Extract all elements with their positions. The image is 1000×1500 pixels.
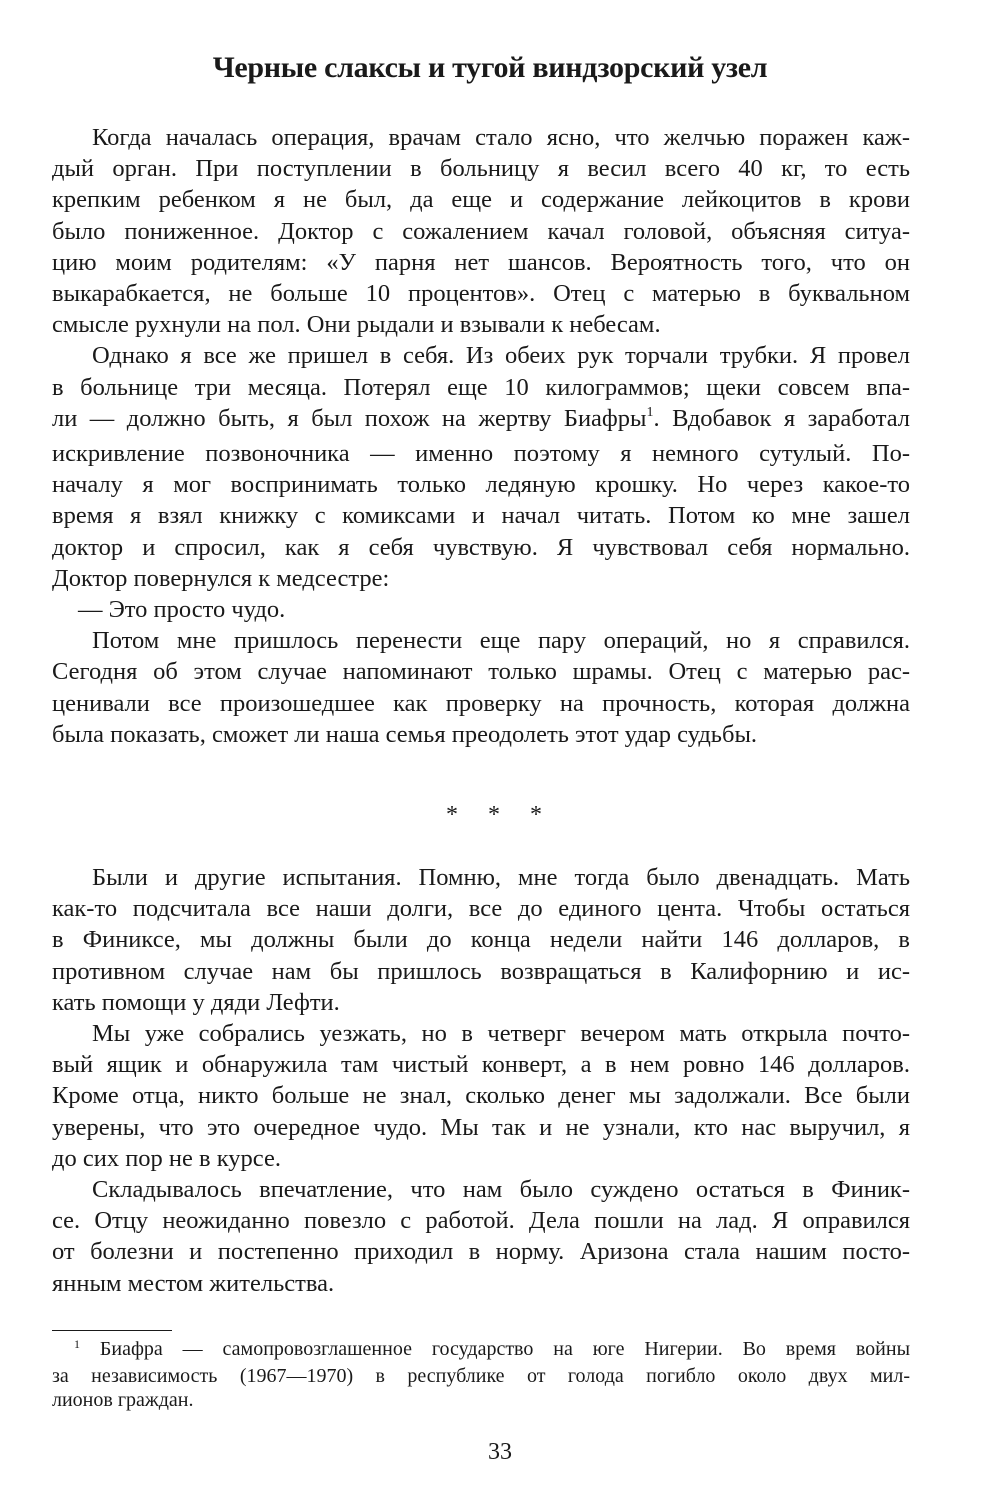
paragraph-4 (52, 625, 910, 750)
paragraph-line: было пониженное. Доктор с сожалением качал головой, объясняя ситуа- (52, 217, 910, 245)
paragraph-line: была показать, сможет ли наша семья преодолеть этот удар судьбы. (52, 720, 758, 748)
paragraph-line: искривление позвоночника — именно поэтому я немного сутулый. По- (52, 440, 910, 468)
paragraph-line: Доктор повернулся к медсестре: (52, 564, 390, 592)
paragraph-line: Складывалось впечатление, что нам было суждено остаться в Финик- (92, 1176, 910, 1204)
paragraph-line: как-то подсчитала все наши долги, все до единого цента. Чтобы остаться (52, 895, 910, 923)
page-number: 33 (488, 1439, 512, 1465)
footnote-divider (52, 1330, 172, 1331)
paragraph-line: ценивали все произошедшее как проверку на прочность, которая должна (52, 689, 910, 717)
text-after-footnote-ref: . Вдобавок я заработал (653, 404, 911, 432)
paragraph-line: от болезни и постепенно приходил в норму. Аризона стала нашим посто- (52, 1238, 910, 1266)
section-separator: * * * (446, 802, 554, 828)
paragraph-line: Потом мне пришлось перенести еще пару операций, но я справился. (92, 627, 910, 655)
paragraph-line: в Финиксе, мы должны были до конца недели найти 146 долларов, в (52, 926, 910, 954)
paragraph-1 (52, 122, 910, 340)
paragraph-6 (52, 1018, 910, 1174)
paragraph-line: цию моим родителям: «У парня нет шансов. Вероятность того, что он (52, 248, 910, 276)
footnote-text: Биафра — самопровозглашенное государство на юге Нигерии. Во время войны (99, 1338, 911, 1360)
paragraph-line: Однако я все же пришел в себя. Из обеих рук торчали трубки. Я провел (92, 342, 910, 370)
paragraph-line: до сих пор не в курсе. (52, 1144, 281, 1172)
paragraph-line: смысле рухнули на пол. Они рыдали и взывали к небесам. (52, 311, 661, 339)
text-before-footnote-ref: ли — должно быть, я был похож на жертву Биафры (52, 404, 647, 432)
paragraph-line: Мы уже собрались уезжать, но в четверг вечером мать открыла почто- (92, 1020, 910, 1048)
paragraph-line: вый ящик и обнаружила там чистый конверт, а в нем ровно 146 долларов. (52, 1051, 910, 1079)
paragraph-5 (52, 862, 910, 1018)
paragraph-line: уверены, что это очередное чудо. Мы так и не узнали, кто нас выручил, я (52, 1113, 910, 1141)
paragraph-line: противном случае нам бы пришлось возвращаться в Калифорнию и ис- (52, 957, 910, 985)
footnote-marker: 1 (74, 1337, 80, 1351)
footnote-line (52, 1337, 910, 1364)
paragraph-line: кать помощи у дяди Лефти. (52, 988, 340, 1016)
paragraph-line: Сегодня об этом случае напоминают только шрамы. Отец с матерью рас- (52, 658, 910, 686)
paragraph-line: началу я мог воспринимать только ледяную крошку. Но через какое-то (52, 471, 910, 499)
paragraph-line: Были и другие испытания. Помню, мне тогда было двенадцать. Мать (92, 864, 910, 891)
paragraph-7 (52, 1174, 910, 1299)
footnote-line: лионов граждан. (52, 1389, 194, 1411)
paragraph-line: янным местом жительства. (52, 1269, 335, 1297)
chapter-heading: Черные слаксы и тугой виндзорский узел (212, 51, 768, 84)
paragraph-line: в больнице три месяца. Потерял еще 10 килограммов; щеки совсем впа- (52, 373, 910, 401)
paragraph-2 (52, 340, 910, 594)
section-1-text (52, 122, 910, 750)
paragraph-3 (52, 594, 910, 625)
paragraph-line: дый орган. При поступлении в больницу я весил всего 40 кг, то есть (52, 155, 910, 183)
section-2-text (52, 862, 910, 1299)
dialogue-line: — Это просто чудо. (78, 596, 286, 624)
footnote-reference: 1 (646, 404, 654, 420)
paragraph-line: Кроме отца, никто больше не знал, сколько денег мы задолжали. Все были (52, 1082, 910, 1110)
paragraph-line: крепким ребенком я не был, да еще и содержание лейкоцитов в крови (52, 186, 910, 214)
paragraph-line: доктор и спросил, как я себя чувствую. Я чувствовал себя нормально. (52, 533, 910, 561)
paragraph-line: Когда началась операция, врачам стало ясно, что желчью поражен каж- (92, 124, 910, 151)
paragraph-line: се. Отцу неожиданно повезло с работой. Дела пошли на лад. Я оправился (52, 1207, 910, 1235)
paragraph-line: время я взял книжку с комиксами и начал читать. Потом ко мне зашел (52, 502, 910, 530)
paragraph-line-with-footnote-ref (52, 403, 910, 438)
paragraph-line: выкарабкается, не больше 10 процентов». Отец с матерью в буквальном (52, 280, 910, 308)
footnote (52, 1337, 910, 1413)
footnote-line: за независимость (1967—1970) в республике от голода погибло около двух мил- (52, 1364, 910, 1387)
